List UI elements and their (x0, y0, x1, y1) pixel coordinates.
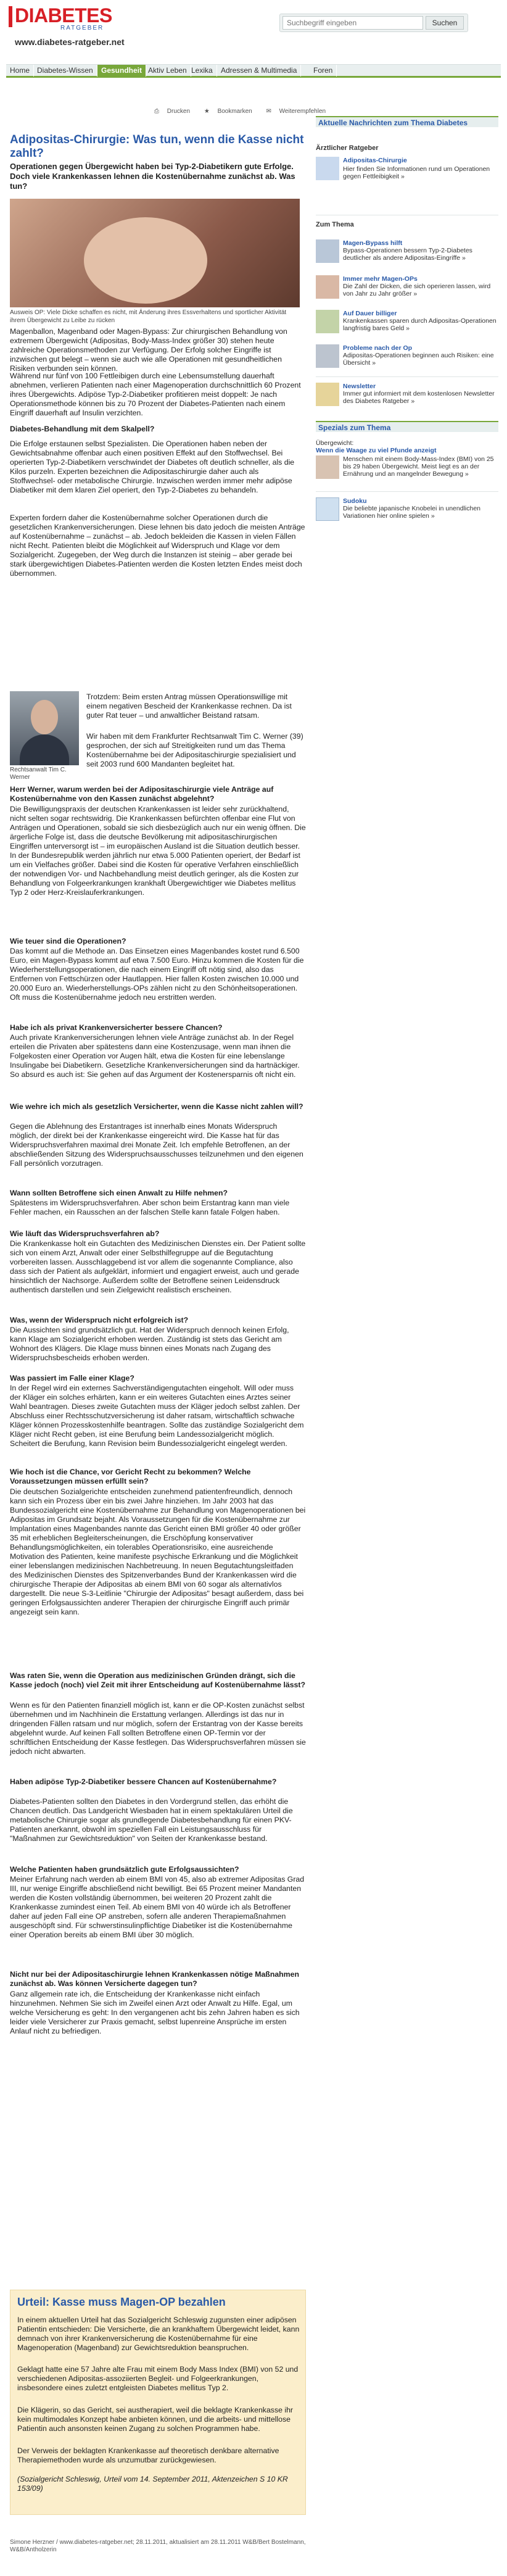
aerztlicher-title: Ärztlicher Ratgeber (316, 144, 379, 152)
nav-diabetes-wissen[interactable]: Diabetes-Wissen (33, 65, 97, 77)
item-thumb[interactable] (316, 344, 339, 368)
mail-icon: ✉ (266, 108, 271, 115)
question: Wie hoch ist die Chance, vor Gericht Recht zu bekommen? Welche Voraussetzungen müssen erfüllt sein? (10, 1468, 251, 1485)
main-nav (6, 64, 501, 78)
item-thumb[interactable] (316, 239, 339, 263)
logo-bar (9, 6, 12, 27)
share-label: Weiterempfehlen (279, 108, 326, 115)
answer: Diabetes-Patienten sollten den Diabetes in den Vordergrund stellen, das erhöht die Chancen deutlich. Das Landgericht Wiesbaden hat in einem spektakulären Urteil die metabolische Chirurgie sogar als grundlegende Diabetesbehandlung für einen PKV-Patienten anerkannt, obwohl im speziellen Fall ein Leistungsausschluss für "Maßnahmen zur Gewichtsreduktion" von Seiten der Krankenkasse bestand. (10, 1797, 293, 1843)
nav-gesundheit[interactable]: Gesundheit (97, 65, 146, 77)
article-lead: Operationen gegen Übergewicht haben bei Typ-2-Diabetikern gute Erfolge. Doch viele Krankenkassen lehnen die Kostenübernahme zunächst ab. Was tun? (10, 162, 295, 191)
answer: Meiner Erfahrung nach werden ab einem BMI von 45, also ab extremer Adipositas Grad III, nur wenige Eingriffe abschließend nicht bewilligt. Bei 65 Prozent meiner Mandanten werden die Kosten vollständig übernommen, bei weiteren 20 Prozent zahlt die Krankenkasse zumindest einen Teil. Ab einem BMI von 40 würde ich als Betroffener daher auf jeden Fall eine OP anstreben, sofern alle anderen Therapiemaßnahmen ausgeschöpft sind. Für schwerstinsulinpflichtige Diabetiker ist die Kostenübernahme einer Operation bereits ab einem BMI über 30 möglich. (10, 1875, 305, 1939)
photo-face (31, 700, 58, 734)
question: Was passiert im Falle einer Klage? (10, 1374, 134, 1382)
answer: Gegen die Ablehnung des Erstantrages ist innerhalb eines Monats Widerspruch möglich, der direkt bei der Krankenkasse eingereicht wird. Die Kasse hat für das Widerspruchsverfahren maximal drei Monate Zeit. Ich empfehle Betroffenen, an der abschließenden Sitzung des Widerspruchsausschusses teilzunehmen und den eigenen Fall persönlich vorzutragen. (10, 1122, 303, 1168)
bookmark-icon: ★ (204, 108, 210, 115)
aerztlicher-text: Hier finden Sie Informationen rund um Operationen gegen Fettleibigkeit » (343, 165, 490, 180)
answer: Spätestens im Widerspruchsverfahren. Aber schon beim Erstantrag kann man viele Fehler machen, ein Rausschen an der falschen Stelle kann fatale Folgen haben. (10, 1199, 290, 1216)
spezial-thumb[interactable] (316, 455, 339, 479)
sudoku-link[interactable]: Sudoku (343, 497, 367, 505)
article-toolbar (142, 108, 326, 115)
print-label: Drucken (167, 108, 191, 115)
logo-subtitle: RATGEBER (60, 25, 104, 31)
hero-caption: Ausweis OP: Viele Dicke schaffen es nicht, mit Änderung ihres Essverhaltens und sportlicher Aktivität ihrem Übergewicht zu Leibe zu rücken (10, 309, 287, 324)
article-title: Adipositas-Chirurgie: Was tun, wenn die Kasse nicht zahlt? (10, 133, 304, 160)
answer: Die deutschen Sozialgerichte entscheiden zunehmend patientenfreundlich, dennoch kann sich ein Prozess über ein bis zwei Jahre hinziehen. Im Jahr 2003 hat das Bundessozialgericht eine Kostenübernahme zur Behandlung von Magenoperationen bei Adipositas im Grundsatz bejaht. Als Voraussetzungen für die Kostenübernahme zur Implantation eines Magenbandes nannte das Gericht einen BMI größer 40 oder größer 35 mit erheblichen Begleiterscheinungen, die Erschöpfung konservativer Behandlungsmöglichkeiten, ein tolerables Operationsrisiko, eine ausreichende Motivation des Patienten, keine manifeste psychische Erkrankung und die Möglichkeit einer lebenslangen medizinischen Nachbetreuung. In neuen Begutachtungsleitfaden des Medizinischen Dienstes des Spitzenverbandes Bund der Krankenkassen wird die chirurgische Therapie der Adipositas ab einem BMI von 60 sogar als alternativlos dargestellt. Die neue S-3-Leitlinie "Chirurgie der Adipositas" besagt außerdem, dass bei geringen Erfolgsaussichten anderer Therapien der chirurgische Eingriff auch primär angezeigt sein kann. (10, 1487, 306, 1616)
box-paragraph: In einem aktuellen Urteil hat das Sozialgericht Schleswig zugunsten einer adipösen Patientin entschieden: Die Versicherte, die an krankhaftem Übergewicht leidet, kann demnach von ihrer Krankenversicherung die Kostenübernahme für eine Magenoperation (Magenband) zur Gewichtsreduktion beanspruchen. (17, 2316, 300, 2352)
answer: Wenn es für den Patienten finanziell möglich ist, kann er die OP-Kosten zunächst selbst übernehmen und im Nachhinein die Erstattung verlangen. Allerdings ist das nur in dringenden Fällen ratsam und nur möglich, sofern der Erstantrag von der Kasse bereits abgelehnt wurde. Auf keinen Fall sollten Betroffene einen OP-Termin vor der schriftlichen Entscheidung der Kasse festlegen. Das Widerspruchsverfahren müssen sie jedoch nicht abwarten. (10, 1701, 306, 1756)
nav-foren[interactable]: Foren (310, 65, 337, 77)
bookmark-label: Bookmarken (217, 108, 252, 115)
question: Herr Werner, warum werden bei der Adipositaschirurgie viele Anträge auf Kostenübernahme von den Kassen zunächst abgelehnt? (10, 785, 274, 803)
paragraph: Trotzdem: Beim ersten Antrag müssen Operationswillige mit einem negativen Bescheid der Krankenkasse rechnen. Da ist guter Rat teuer – und anwaltlicher Beistand ratsam. (86, 692, 292, 720)
sidebar-item-link[interactable]: Probleme nach der Op (343, 344, 413, 352)
box-paragraph: Der Verweis der beklagten Krankenkasse auf theoretisch denkbare alternative Therapiemethoden wurde als unzumutbar zurückgewiesen. (17, 2446, 279, 2464)
sidebar-item-text: Krankenkassen sparen durch Adipositas-Operationen langfristig bares Geld » (343, 317, 497, 332)
answer: Ganz allgemein rate ich, die Entscheidung der Krankenkasse nicht einfach hinzunehmen. Nehmen Sie sich im Zweifel einen Arzt oder Anwalt zu Hilfe. Egal, um welche Versicherung es geht: In den vergangenen acht bis zehn Jahren haben es sich leider viele Versicherer zur Praxis gemacht, selbst lupenreine Ansprüche im ersten Anlauf nicht zu befriedigen. (10, 1990, 300, 2035)
article-credits: Simone Herzner / www.diabetes-ratgeber.net; 28.11.2011, aktualisiert am 28.11.2011 W&B/Bert Bostelmann, W&B/Antholzerin (10, 2539, 306, 2553)
box-paragraph: Die Klägerin, so das Gericht, sei austherapiert, weil die beklagte Krankenkasse ihr kein multimodales Konzept habe anbieten können, und die arbeits- und mittellose Patientin auch ansonsten keinen Zugang zu solchen Programmen habe. (17, 2406, 294, 2433)
answer: Das kommt auf die Methode an. Das Einsetzen eines Magenbandes kostet rund 6.500 Euro, ein Magen-Bypass kommt auf etwa 7.500 Euro. Hinzu kommen die Kosten für die Wiederherstellungsoperationen, die nach einem Eingriff oft nötig sind, also das Entfernen von Fettschürzen oder Hautlappen. Hier fallen Kosten zwischen 10.000 und 20.000 Euro an. Wiederherstellungs-OPs zählen nicht zu den Schönheitsoperationen. Oft muss die Kostenübernahme jedoch neu erstritten werden. (10, 947, 304, 1002)
sudoku-text: Die beliebte japanische Knobelei in unendlichen Variationen hier online spielen » (343, 505, 480, 520)
logo[interactable]: DIABETES (15, 4, 112, 27)
item-thumb[interactable] (316, 275, 339, 299)
share-link[interactable] (260, 108, 326, 115)
question: Wie läuft das Widerspruchsverfahren ab? (10, 1229, 160, 1238)
paragraph: Während nur fünf von 100 Fettleibigen durch eine Lebensumstellung dauerhaft abnehmen, verlieren Patienten nach einer Magenoperation durchschnittlich 60 Prozent ihres Übergewichts. Adipöse Typ-2-Diabetiker profitieren meist doppelt: Je nach Operationsmethode können bis zu 70 Prozent der Diabetes-Patienten nach einem Eingriff dauerhaft auf Insulin verzichten. (10, 372, 301, 417)
verdict-box-title: Urteil: Kasse muss Magen-OP bezahlen (17, 2296, 226, 2308)
sidebar-item-text: Bypass-Operationen bessern Typ-2-Diabetes deutlicher als andere Adipositas-Eingriffe » (343, 247, 472, 262)
sidebar-item-text: Adipositas-Operationen beginnen auch Risiken: eine Übersicht » (343, 352, 494, 367)
paragraph: Experten fordern daher die Kostenübernahme solcher Operationen durch die gesetzlichen Krankenversicherungen. Diese lehnen bis dato jedoch die meisten Anträge auf Kostenübernahme – zunächst – ab. Jedoch bekleiden die Kassen in vielen Fällen nicht Recht. Patienten bleibt die Möglichkeit auf Widerspruch und Klage vor dem Sozialgericht. Zugegeben, der Weg durch die Instanzen ist steinig – aber gerade bei stark übergewichtigen Diabetes-Patienten werden die Kosten letzten Endes meist doch übernommen. (10, 513, 305, 578)
answer: Die Bewilligungspraxis der deutschen Krankenkassen ist leider sehr zurückhaltend, nicht selten sogar rechtswidrig. Die Krankenkassen befürchten offenbar eine Flut von Anträgen und Operationen, sobald sie sich diesbezüglich auch nur ein wenig öffnen. Die ärgerliche Folge ist, dass die deutsche Bevölkerung mit adipositaschirurgischen Eingriffen unterversorgt ist – im europäischen Ausland ist die Situation deutlich besser. In der Bundesrepublik werden jährlich nur etwa 5.000 Patienten operiert, der Bedarf ist um ein Vielfaches größer. Dabei sind die Kosten für operative Verfahren einschließlich der notwendigen Vor- und Nachbehandlung meist deutlich geringer, als die Kosten zur Behandlung von Folgeerkrankungen krankhaft Übergewichtiger wie Diabetes mellitus Typ 2 oder Herz-Kreislauferkrankungen. (10, 805, 306, 897)
print-link[interactable] (148, 108, 190, 115)
paragraph: Magenballon, Magenband oder Magen-Bypass: Zur chirurgischen Behandlung von extremem Übergewicht (Adipositas, Body-Mass-Index größer 30) stehen heute zahlreiche Operationsmethoden zur Verfügung. Der Erfolg solcher Eingriffe ist inzwischen gut belegt – wenn sie auch wie alle Operationen mit gesundheitlichen Risiken verbunden sein können. (10, 327, 287, 373)
newsletter-thumb[interactable] (316, 383, 339, 406)
subheading: Diabetes-Behandlung mit dem Skalpell? (10, 425, 155, 433)
question: Habe ich als privat Krankenversicherter bessere Chancen? (10, 1023, 223, 1032)
question: Was, wenn der Widerspruch nicht erfolgreich ist? (10, 1316, 189, 1324)
nav-lexika[interactable]: Lexika (188, 65, 217, 77)
nav-home[interactable]: Home (6, 65, 34, 77)
photo-caption: Rechtsanwalt Tim C. Werner (10, 767, 67, 781)
search-input[interactable] (282, 16, 423, 30)
news-header[interactable]: Aktuelle Nachrichten zum Thema Diabetes (316, 116, 498, 127)
divider (316, 376, 498, 377)
hero-belly-shape (84, 217, 207, 304)
header (0, 0, 507, 63)
nav-aktiv-leben[interactable]: Aktiv Leben (144, 65, 191, 77)
answer: Die Aussichten sind grundsätzlich gut. Hat der Widerspruch dennoch keinen Erfolg, kann Klage am Sozialgericht erhoben werden. Zuständig ist stets das Gericht am Wohnort des Klägers. Die Klage muss binnen eines Monats nach Zugang des Widerspruchsbescheids erhoben werden. (10, 1326, 289, 1362)
bookmark-link[interactable] (198, 108, 252, 115)
sidebar-item-text: Die Zahl der Dicken, die sich operieren lassen, wird von Jahr zu Jahr größer » (343, 283, 491, 297)
nav-adressen[interactable]: Adressen & Multimedia (217, 65, 301, 77)
photo-body (20, 734, 69, 765)
question: Wie wehre ich mich als gesetzlich Versicherter, wenn die Kasse nicht zahlen will? (10, 1102, 303, 1111)
sidebar-item-link[interactable]: Magen-Bypass hilft (343, 239, 403, 247)
question: Wann sollten Betroffene sich einen Anwalt zu Hilfe nehmen? (10, 1189, 228, 1197)
question: Welche Patienten haben grundsätzlich gute Erfolgsaussichten? (10, 1865, 239, 1874)
question: Nicht nur bei der Adipositaschirurgie lehnen Krankenkassen nötige Maßnahmen zunächst ab. Was können Versicherte dagegen tun? (10, 1970, 299, 1988)
spezial-sub: Übergewicht: (316, 439, 354, 447)
sidebar-item-link[interactable]: Auf Dauer billiger (343, 310, 397, 317)
search-button[interactable]: Suchen (426, 16, 464, 30)
spezial-header: Spezials zum Thema (316, 421, 498, 432)
aerztlicher-thumb[interactable] (316, 157, 339, 180)
spezial-link[interactable]: Wenn die Waage zu viel Pfunde anzeigt (316, 447, 437, 454)
newsletter-link[interactable]: Newsletter (343, 383, 376, 390)
answer: In der Regel wird ein externes Sachverständigengutachten eingeholt. Will oder muss der Kläger ein solches erhärten, kann er ein weiteres Gutachten eines Arztes seiner Wahl beantragen. Dieses zweite Gutachten muss der Kläger jedoch selbst zahlen. Der Abschluss einer Rechtsschutzversicherung ist daher ratsam, wirtschaftlich schwache Kläger können Prozesskostenhilfe beantragen. Sollte das zuständige Sozialgericht dem Kläger nicht Recht geben, ist eine Berufung beim Landessozialgericht möglich. Scheitert die Berufung, kann Revision beim Bundessozialgericht eingelegt werden. (10, 1384, 304, 1448)
aerztlicher-link[interactable]: Adipositas-Chirurgie (343, 157, 407, 164)
hero-image (10, 199, 300, 307)
item-thumb[interactable] (316, 310, 339, 333)
zum-thema-title: Zum Thema (316, 221, 354, 228)
paragraph: Wir haben mit dem Frankfurter Rechtsanwalt Tim C. Werner (39) gesprochen, der sich auf Streitigkeiten rund um das Thema Kostenübernahme bei der Adipositaschirurgie spezialisiert und seit 2003 rund 600 Mandanten begleitet hat. (86, 732, 303, 768)
box-paragraph: Geklagt hatte eine 57 Jahre alte Frau mit einem Body Mass Index (BMI) von 52 und verschiedenen Adipositas-assoziierten Begleit- und Folgeerkrankungen, insbesondere eines zuletzt entgleisten Diabetes mellitus Typ 2. (17, 2365, 299, 2392)
printer-icon: ⎙ (154, 108, 159, 115)
site-url[interactable]: www.diabetes-ratgeber.net (15, 37, 125, 47)
sudoku-thumb[interactable] (316, 497, 339, 521)
spezial-text: Menschen mit einem Body-Mass-Index (BMI) von 25 bis 29 haben Übergewicht. Meist liegt es an der Ernährung und an mangelnder Bewegung » (343, 455, 494, 478)
answer: Auch private Krankenversicherungen lehnen viele Anträge zunächst ab. In der Regel erteilen die Privaten aber spätestens dann eine Kostenzusage, wenn man ihnen die Folgekosten einer Operation vor Augen hält, etwa die Kosten für eine lebenslange Insulingabe bei Diabetikern. Gesetzliche Krankenversicherungen sind da hartnäckiger. So absurd es auch ist: Sie gehen auf das Argument der Kostenersparnis oft nicht ein. (10, 1033, 300, 1079)
question: Was raten Sie, wenn die Operation aus medizinischen Gründen drängt, sich die Kasse jedoch (noch) viel Zeit mit ihrer Entscheidung auf Kostenübernahme lässt? (10, 1671, 305, 1689)
lawyer-photo (10, 691, 79, 765)
newsletter-text: Immer gut informiert mit dem kostenlosen Newsletter des Diabetes Ratgeber » (343, 390, 495, 405)
box-source: (Sozialgericht Schleswig, Urteil vom 14. September 2011, Aktenzeichen S 10 KR 153/09) (17, 2475, 288, 2493)
divider (316, 491, 498, 492)
paragraph: Die Erfolge erstaunen selbst Spezialisten. Die Operationen haben neben der Gewichtsabnahme offenbar auch einen positiven Effekt auf den Stoffwechsel. Bei operierten Typ-2-Diabetikern verschwindet der Diabetes oft deutlich schneller, als die Kilos purzeln. Experten bezeichnen die Adipositaschirurgie daher auch als Stoffwechsel- oder metabolische Chirurgie. Inzwischen werden immer mehr adipöse Diabetiker mit dem klaren Ziel operiert, den Typ-2-Diabetes zu behandeln. (10, 439, 295, 494)
question: Wie teuer sind die Operationen? (10, 937, 126, 945)
question: Haben adipöse Typ-2-Diabetiker bessere Chancen auf Kostenübernahme? (10, 1777, 277, 1786)
answer: Die Krankenkasse holt ein Gutachten des Medizinischen Dienstes ein. Der Patient sollte sich von einem Arzt, Anwalt oder einer Selbsthilfegruppe auf die Begutachtung vorbereiten lassen. Ausschlaggebend ist vor allem die sogenannte Compliance, also dass sich der Patient als aufgeklärt, informiert und engagiert erweist, auch und gerade hinsichtlich der Nachsorge. Außerdem sollte der Betroffene seinen Leidensdruck authentisch darstellen und sein Zielgewicht realistisch erscheinen. (10, 1239, 306, 1294)
sidebar-item-link[interactable]: Immer mehr Magen-OPs (343, 275, 418, 283)
